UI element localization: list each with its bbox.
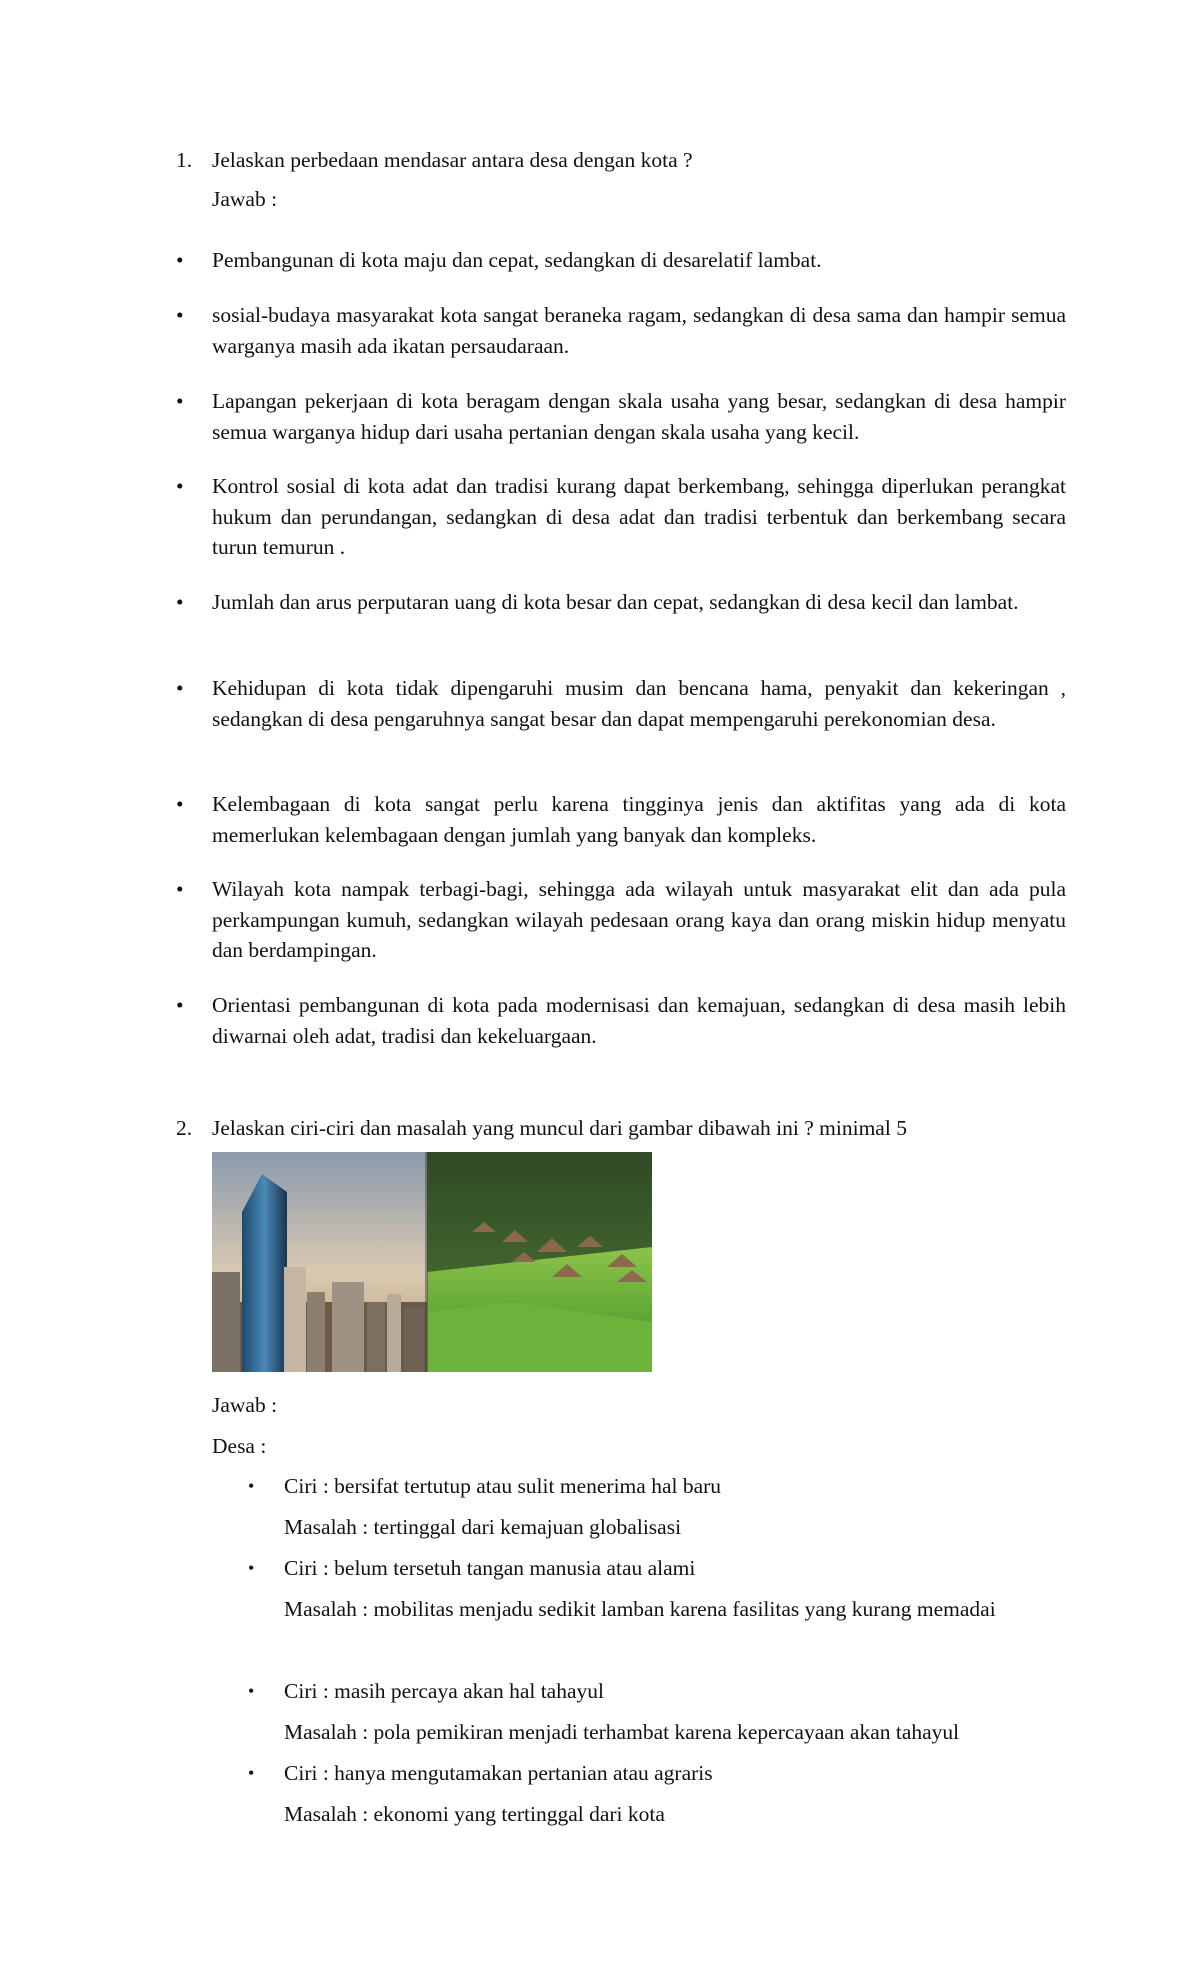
list-item-text: Orientasi pembangunan di kota pada modernisasi dan kemajuan, sedangkan di desa masih lebih diwarnai oleh adat, tradisi dan kekeluargaan.: [212, 993, 1066, 1048]
list-item: [248, 1753, 1066, 1835]
question-number: 1.: [176, 148, 193, 172]
city-village-photo: [212, 1152, 652, 1372]
bullet-icon: •: [176, 389, 184, 413]
question-text: Jelaskan ciri-ciri dan masalah yang muncul dari gambar dibawah ini ? minimal 5: [212, 1116, 907, 1140]
bullet-icon: •: [248, 1558, 255, 1578]
bullet-icon: •: [248, 1763, 255, 1783]
list-item-text: Kontrol sosial di kota adat dan tradisi kurang dapat berkembang, sehingga diperlukan perangkat hukum dan perundangan, sedangkan di desa adat dan tradisi terbentuk dan berkembang secara turun temurun .: [212, 474, 1066, 559]
list-item-text: Kehidupan di kota tidak dipengaruhi musim dan bencana hama, penyakit dan kekeringan , sedangkan di desa pengaruhnya sangat besar dan dapat mempengaruhi perekonomian desa.: [212, 676, 1066, 731]
masalah-text: Masalah : pola pemikiran menjadi terhambat karena kepercayaan akan tahayul: [284, 1720, 960, 1744]
list-item: [176, 386, 1066, 447]
building: [404, 1307, 424, 1372]
masalah-text: Masalah : tertinggal dari kemajuan globalisasi: [284, 1515, 682, 1539]
building: [387, 1294, 401, 1372]
bullet-icon: •: [176, 248, 184, 272]
list-item: [176, 789, 1066, 850]
building: [367, 1302, 385, 1372]
list-item: [176, 245, 1066, 276]
masalah-text: Masalah : ekonomi yang tertinggal dari kota: [284, 1802, 665, 1826]
list-item: [176, 587, 1066, 618]
bullet-icon: •: [176, 303, 184, 327]
question-text: Jelaskan perbedaan mendasar antara desa dengan kota ?: [212, 148, 693, 172]
building: [284, 1267, 306, 1372]
building: [212, 1272, 240, 1372]
list-item: [176, 874, 1066, 966]
list-item-text: Jumlah dan arus perputaran uang di kota besar dan cepat, sedangkan di desa kecil dan lambat.: [212, 590, 1019, 614]
photo-divider: [425, 1152, 428, 1372]
ciri-text: Ciri : bersifat tertutup atau sulit menerima hal baru: [284, 1474, 722, 1498]
section-label: Desa :: [212, 1434, 267, 1458]
ciri-text: Ciri : hanya mengutamakan pertanian atau agraris: [284, 1761, 713, 1785]
building: [332, 1282, 364, 1372]
bullet-icon: •: [248, 1681, 255, 1701]
masalah-text: Masalah : mobilitas menjadu sedikit lamban karena fasilitas yang kurang memadai: [284, 1597, 996, 1621]
ciri-text: Ciri : masih percaya akan hal tahayul: [284, 1679, 604, 1703]
skyscraper: [242, 1174, 287, 1372]
list-item: [176, 300, 1066, 361]
list-item: [248, 1466, 1066, 1548]
bullet-icon: •: [176, 792, 184, 816]
list-item: [248, 1671, 1066, 1753]
bullet-icon: •: [176, 590, 184, 614]
list-item-text: sosial-budaya masyarakat kota sangat beraneka ragam, sedangkan di desa sama dan hampir semua warganya masih ada ikatan persaudaraan.: [212, 303, 1066, 358]
question-number: 2.: [176, 1116, 193, 1140]
ciri-text: Ciri : belum tersetuh tangan manusia atau alami: [284, 1556, 696, 1580]
list-item-text: Kelembagaan di kota sangat perlu karena tingginya jenis dan aktifitas yang ada di kota memerlukan kelembagaan dengan jumlah yang banyak dan kompleks.: [212, 792, 1066, 847]
list-item: [248, 1548, 1066, 1630]
answer-label: Jawab :: [212, 1393, 278, 1417]
bullet-icon: •: [176, 474, 184, 498]
building: [307, 1292, 325, 1372]
answer-label: Jawab :: [212, 187, 278, 211]
bullet-icon: •: [176, 877, 184, 901]
list-item-text: Pembangunan di kota maju dan cepat, sedangkan di desarelatif lambat.: [212, 248, 822, 272]
list-item: [176, 990, 1066, 1051]
bullet-icon: •: [248, 1476, 255, 1496]
bullet-icon: •: [176, 676, 184, 700]
list-item: [176, 471, 1066, 563]
list-item-text: Wilayah kota nampak terbagi-bagi, sehingga ada wilayah untuk masyarakat elit dan ada pula perkampungan kumuh, sedangkan wilayah pedesaan orang kaya dan orang miskin hidup menyatu dan berdampingan.: [212, 877, 1066, 962]
bullet-icon: •: [176, 993, 184, 1017]
list-item-text: Lapangan pekerjaan di kota beragam dengan skala usaha yang besar, sedangkan di desa hampir semua warganya hidup dari usaha pertanian dengan skala usaha yang kecil.: [212, 389, 1066, 444]
list-item: [176, 673, 1066, 734]
